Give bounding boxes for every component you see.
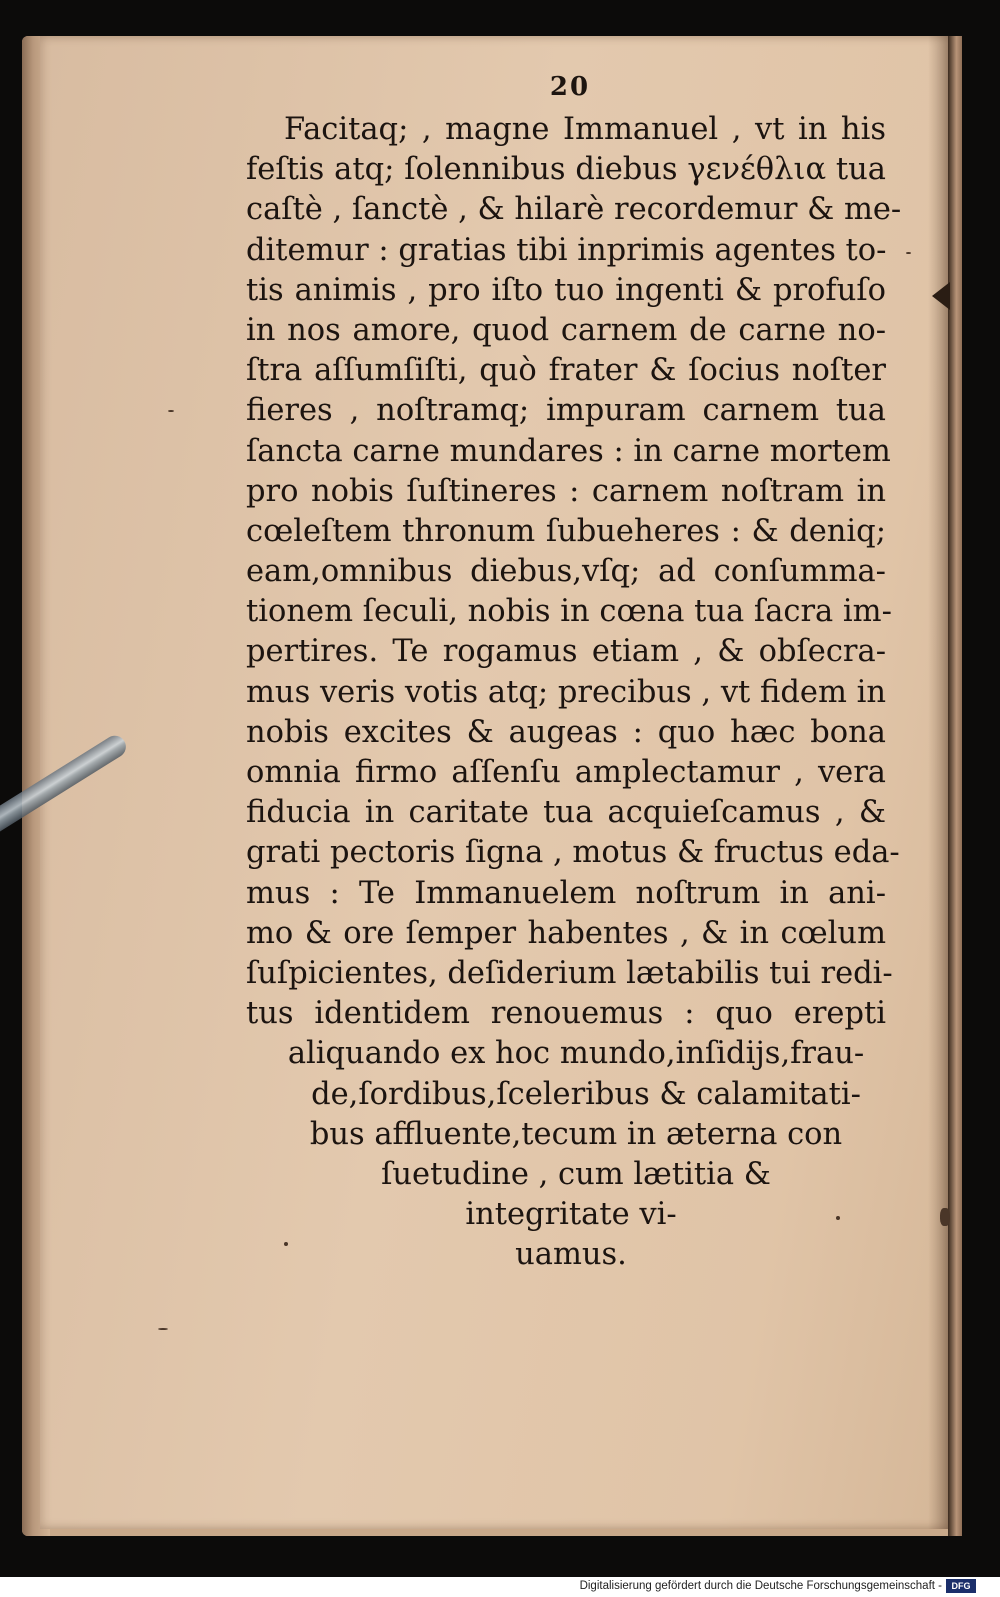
page-tab-marker: [932, 282, 950, 310]
paper-speck: [940, 1208, 950, 1226]
text-line: mo & ore ſemper habentes , & in cœlum: [246, 915, 886, 951]
tail-line: bus affluente,tecum in æterna con: [309, 1116, 843, 1152]
text-line: mus : Te Immanuelem noſtrum in ani-: [246, 875, 886, 911]
text-line: ſtra aſſumſiſti, quò frater & ſocius noſter: [246, 353, 886, 389]
text-line: omnia firmo aſſenſu amplectamur , vera: [246, 755, 886, 790]
text-line: Facitaq; , magne Immanuel , vt in his: [284, 112, 886, 147]
tail-line: uamus.: [515, 1237, 627, 1273]
text-line: cœleſtem thronum ſubueheres : & deniq;: [246, 513, 886, 549]
text-line: ſancta carne mundares : in carne mortem: [246, 433, 891, 469]
text-line: nobis excites & augeas : quo hæc bona: [246, 714, 886, 750]
text-line: tis animis , pro iſto tuo ingenti & profuſo: [246, 272, 886, 308]
text-line: caſtè , ſanctè , & hilarè recordemur & me-: [246, 192, 902, 228]
text-line: tus identidem renouemus : quo erepti: [246, 996, 886, 1032]
text-line: fiducia in caritate tua acquieſcamus , &: [246, 795, 886, 831]
tail-line: aliquando ex hoc mundo,inſidijs,frau-: [287, 1036, 865, 1072]
text-line: in nos amore, quod carnem de carne no-: [246, 312, 886, 348]
paper-speck: [284, 1242, 288, 1246]
tail-line: integritate vi-: [465, 1197, 677, 1233]
text-line: mus veris votis atq; precibus , vt fidem in: [246, 674, 886, 710]
footer-credit: Digitalisierung gefördert durch die Deutsche Forschungsgemeinschaft -: [579, 1580, 942, 1592]
tail-line: ſuetudine , cum lætitia &: [381, 1156, 771, 1192]
text-line: pro nobis ſuſtineres : carnem noſtram in: [246, 473, 886, 509]
body-text: [246, 110, 902, 1275]
tail-line: de,ſordibus,ſceleribus & calamitati-: [311, 1076, 861, 1112]
text-line: grati pectoris ſigna , motus & fructus eda-: [246, 835, 900, 871]
next-page-edge: [948, 36, 962, 1536]
text-line: eam,omnibus diebus,vſq; ad conſumma-: [246, 554, 886, 590]
paper-speck: [158, 1328, 168, 1330]
paper-speck: [168, 410, 174, 412]
page-number: 20: [549, 72, 591, 102]
dfg-logo: DFG: [946, 1579, 976, 1593]
text-line: pertires. Te rogamus etiam , & obſecra-: [246, 634, 886, 670]
text-line: ſuſpicientes, deſiderium lætabilis tui redi-: [246, 955, 893, 991]
text-line: fieres , noſtramq; impuram carnem tua: [246, 393, 886, 429]
text-line: feſtis atq; ſolennibus diebus γενέθλια tua: [246, 152, 886, 188]
text-line: ditemur : gratias tibi inprimis agentes to-: [246, 232, 887, 268]
paper-speck: [836, 1216, 840, 1220]
paper-speck: [906, 252, 911, 254]
text-line: tionem ſeculi, nobis in cœna tua ſacra im-: [246, 594, 892, 630]
spine-shadow: [928, 36, 950, 1529]
